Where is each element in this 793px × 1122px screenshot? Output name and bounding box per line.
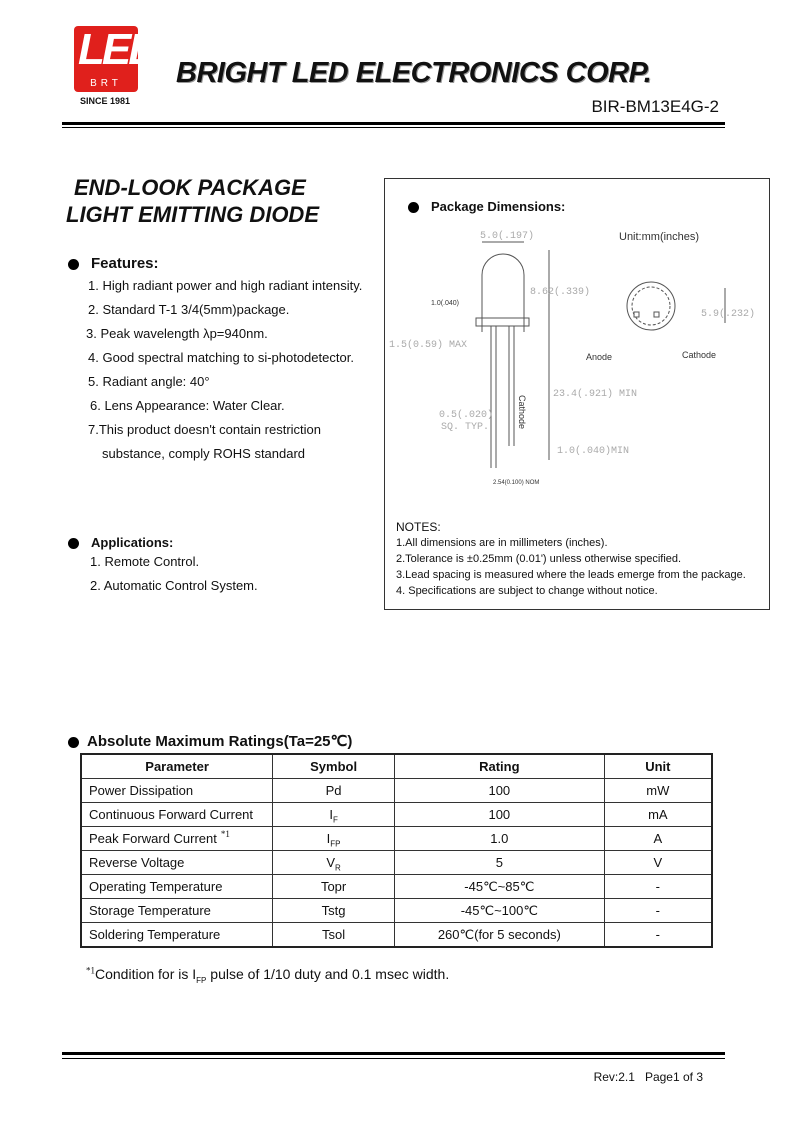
footer-info bbox=[594, 1070, 703, 1084]
list-item: 5. Radiant angle: 40° bbox=[88, 374, 210, 389]
svg-text:5.9(.232): 5.9(.232) bbox=[701, 309, 756, 320]
svg-text:23.4(.921) MIN: 23.4(.921) MIN bbox=[553, 389, 638, 400]
led-leads bbox=[491, 326, 514, 468]
symbol-cell: Tsol bbox=[273, 923, 395, 948]
unit-cell: A bbox=[604, 827, 712, 851]
features-section bbox=[68, 255, 362, 466]
svg-text:8.62(.339): 8.62(.339) bbox=[530, 287, 591, 298]
symbol-cell: Topr bbox=[273, 875, 395, 899]
table-row bbox=[81, 827, 712, 851]
list-item: 7.This product doesn't contain restriction bbox=[88, 422, 321, 437]
svg-text:Unit:mm(inches): Unit:mm(inches) bbox=[619, 231, 700, 243]
footer-divider-thin bbox=[62, 1058, 725, 1059]
svg-text:Anode: Anode bbox=[586, 352, 613, 362]
param-cell: Reverse Voltage bbox=[81, 851, 273, 875]
unit-cell: - bbox=[604, 899, 712, 923]
unit-cell: mW bbox=[604, 779, 712, 803]
company-logo: LED BRT bbox=[74, 26, 138, 92]
note-item: 1.All dimensions are in millimeters (inches). bbox=[396, 537, 608, 549]
svg-text:2.54(0.100) NOM: 2.54(0.100) NOM bbox=[493, 480, 540, 486]
table-row bbox=[81, 803, 712, 827]
param-cell: Power Dissipation bbox=[81, 779, 273, 803]
bullet-icon bbox=[68, 259, 79, 270]
revision-label: Rev:2.1 bbox=[593, 1070, 635, 1084]
table-header-row: Parameter Symbol Rating Unit bbox=[81, 754, 712, 779]
header-divider bbox=[62, 122, 725, 125]
svg-text:1.5(0.59) MAX: 1.5(0.59) MAX bbox=[389, 340, 468, 351]
unit-cell: mA bbox=[604, 803, 712, 827]
param-cell: Continuous Forward Current bbox=[81, 803, 273, 827]
param-cell: Soldering Temperature bbox=[81, 923, 273, 948]
symbol-cell: $I_F$ bbox=[273, 803, 395, 827]
ratings-table bbox=[80, 753, 713, 948]
svg-text:1.0(.040): 1.0(.040) bbox=[431, 300, 460, 307]
param-cell: Peak Forward Current $^{*1}$ bbox=[81, 827, 273, 851]
rating-cell: 100 bbox=[395, 779, 605, 803]
company-name: BRIGHT LED ELECTRONICS CORP. bbox=[176, 57, 652, 89]
footer-divider bbox=[62, 1052, 725, 1055]
rating-cell: 260℃(for 5 seconds) bbox=[395, 923, 605, 948]
list-item: 1. Remote Control. bbox=[90, 554, 200, 569]
rating-cell: 1.0 bbox=[395, 827, 605, 851]
since-label: SINCE 1981 bbox=[80, 96, 131, 106]
list-item: 3. Peak wavelength λp=940nm. bbox=[86, 326, 268, 341]
list-item: 6. Lens Appearance: Water Clear. bbox=[90, 398, 285, 413]
svg-text:SQ. TYP.: SQ. TYP. bbox=[441, 422, 490, 433]
bullet-icon bbox=[408, 202, 419, 213]
table-row bbox=[81, 875, 712, 899]
note-item: 4. Specifications are subject to change without notice. bbox=[396, 585, 658, 597]
led-flange bbox=[476, 318, 529, 326]
bullet-icon bbox=[68, 737, 79, 748]
note-item: 3.Lead spacing is measured where the leads emerge from the package. bbox=[396, 569, 746, 581]
unit-cell: - bbox=[604, 923, 712, 948]
ratings-heading: Absolute Maximum Ratings(Ta=25℃) bbox=[68, 732, 352, 750]
notes: NOTES: 1.All dimensions are in millimeters (inches). 2.Tolerance is ±0.25mm (0.01') unless otherwise specified. 3.Lead spacing is measured where the leads emerge from the package. 4. Specifications are subject to change without notice. bbox=[396, 520, 746, 597]
led-lens bbox=[482, 254, 524, 332]
package-heading: Package Dimensions: bbox=[408, 199, 565, 214]
list-item: substance, comply ROHS standard bbox=[102, 446, 306, 461]
header-divider-thin bbox=[62, 127, 725, 128]
list-item: 1. High radiant power and high radiant intensity. bbox=[88, 278, 363, 293]
svg-text:Cathode: Cathode bbox=[682, 350, 717, 360]
document-title: END-LOOK PACKAGE LIGHT EMITTING DIODE bbox=[66, 175, 319, 227]
svg-text:5.0(.197): 5.0(.197) bbox=[480, 231, 535, 242]
rating-cell: -45℃~85℃ bbox=[395, 875, 605, 899]
package-drawing bbox=[385, 220, 768, 490]
svg-text:1.0(.040)MIN: 1.0(.040)MIN bbox=[557, 446, 630, 457]
list-item: 4. Good spectral matching to si-photodetector. bbox=[88, 350, 354, 365]
rating-cell: 100 bbox=[395, 803, 605, 827]
symbol-cell: Pd bbox=[273, 779, 395, 803]
rating-cell: -45℃~100℃ bbox=[395, 899, 605, 923]
list-item: 2. Automatic Control System. bbox=[90, 578, 258, 593]
table-row bbox=[81, 899, 712, 923]
param-cell: Storage Temperature bbox=[81, 899, 273, 923]
symbol-cell: $I_{FP}$ bbox=[273, 827, 395, 851]
note-item: 2.Tolerance is ±0.25mm (0.01') unless otherwise specified. bbox=[396, 553, 682, 565]
applications-heading: Applications: bbox=[91, 535, 174, 550]
table-row bbox=[81, 923, 712, 948]
unit-cell: - bbox=[604, 875, 712, 899]
table-row bbox=[81, 779, 712, 803]
symbol-cell: Tstg bbox=[273, 899, 395, 923]
svg-text:Cathode: Cathode bbox=[517, 395, 527, 430]
list-item: 2. Standard T-1 3/4(5mm)package. bbox=[88, 302, 290, 317]
bullet-icon bbox=[68, 538, 79, 549]
symbol-cell: $V_R$ bbox=[273, 851, 395, 875]
page-number: Page1 of 3 bbox=[644, 1070, 703, 1084]
part-number: BIR-BM13E4G-2 bbox=[591, 97, 719, 116]
param-cell: Operating Temperature bbox=[81, 875, 273, 899]
svg-text:0.5(.020): 0.5(.020) bbox=[439, 410, 494, 421]
table-row bbox=[81, 851, 712, 875]
ratings-footnote: $^{*1}$Condition for is $I_{FP}$ pulse of 1/10 duty and 0.1 msec width. bbox=[86, 965, 450, 985]
unit-cell: V bbox=[604, 851, 712, 875]
applications-section bbox=[68, 535, 258, 598]
features-heading: Features: bbox=[91, 255, 159, 272]
led-top-view bbox=[627, 282, 675, 330]
features-list bbox=[68, 274, 362, 466]
rating-cell: 5 bbox=[395, 851, 605, 875]
